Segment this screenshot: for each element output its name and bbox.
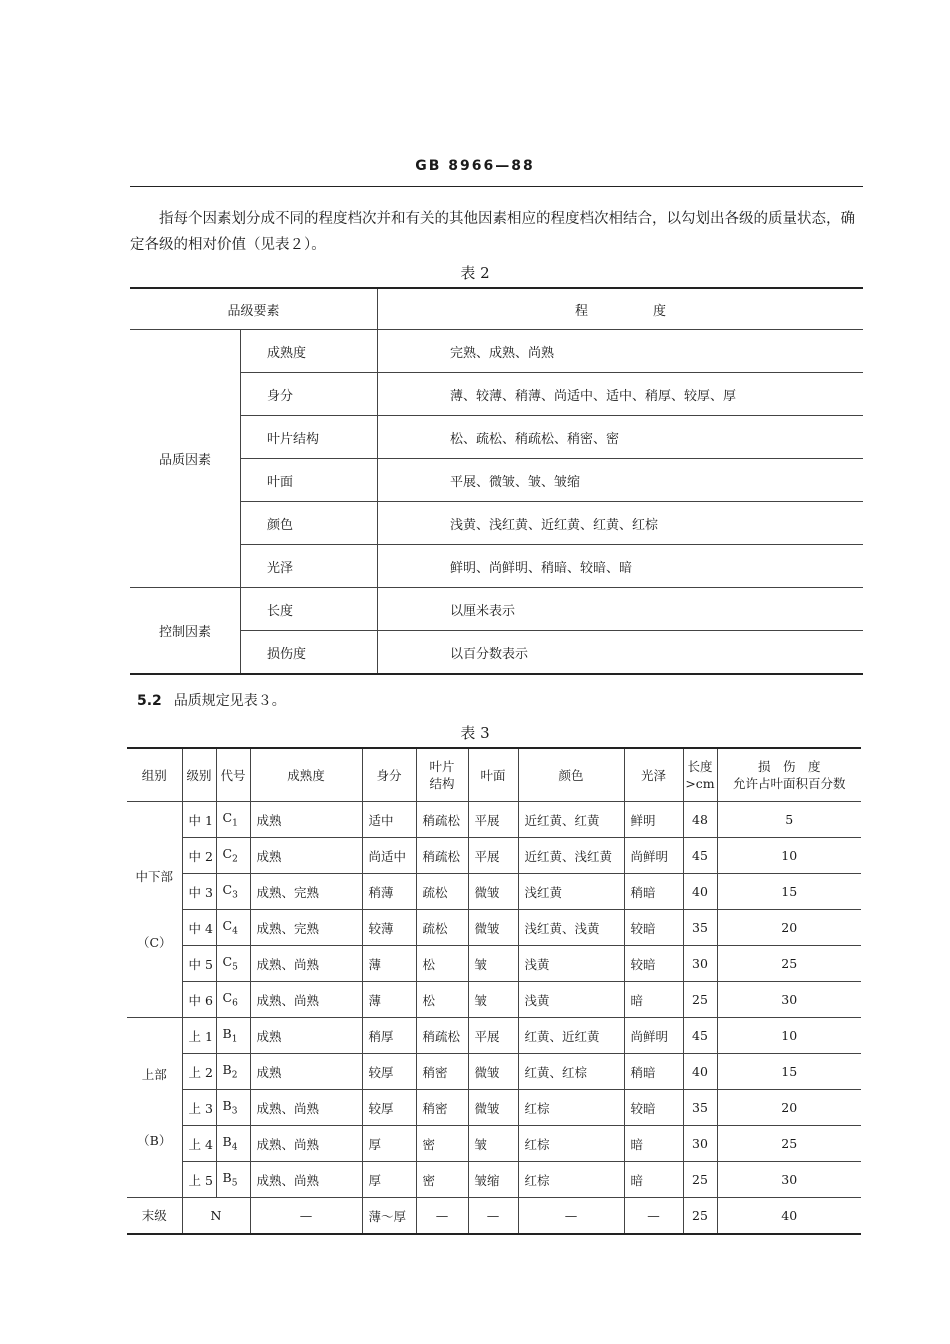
t3-cell-structure: 松 [416, 946, 468, 982]
t3-cell-damage: 20 [717, 1090, 861, 1126]
t3-cell-length: 35 [683, 910, 717, 946]
t3-cell-color: 红棕 [518, 1090, 624, 1126]
t3-cell-luster: 尚鲜明 [624, 838, 683, 874]
t3-cell-grade: 中 3 [182, 874, 216, 910]
table-3 [127, 747, 861, 1235]
intro-paragraph: 指每个因素划分成不同的程度档次并和有关的其他因素相应的程度档次相结合，以勾划出各级的质量状态，确定各级的相对价值（见表２）。 [130, 211, 855, 253]
t3-cell-luster: 暗 [624, 1126, 683, 1162]
t3-cell-damage: 25 [717, 946, 861, 982]
t3-group-c: 中下部 （C） [127, 802, 182, 1018]
t3-cell-code: $C_1$ [216, 802, 250, 838]
t3-cell-damage: 15 [717, 874, 861, 910]
t3-cell-body: 较薄 [362, 910, 416, 946]
standard-header: GB 8966—88 [415, 158, 535, 174]
t3-cell-body: 厚 [362, 1162, 416, 1198]
t3-cell-luster: 较暗 [624, 1090, 683, 1126]
t3-cell-grade: 中 5 [182, 946, 216, 982]
t2-row-degree: 以百分数表示 [378, 631, 864, 675]
t3-cell-damage: 40 [717, 1198, 861, 1235]
t2-row-degree: 鲜明、尚鲜明、稍暗、较暗、暗 [378, 545, 864, 588]
t3-cell-surface: 平展 [468, 802, 518, 838]
t2-header-factor: 品级要素 [130, 288, 378, 330]
t2-row-degree: 浅黄、浅红黄、近红黄、红黄、红棕 [378, 502, 864, 545]
section-5-2 [137, 690, 286, 710]
t3-cell-length: 40 [683, 874, 717, 910]
t3-cell-code: $B_4$ [216, 1126, 250, 1162]
t3-cell-damage: 20 [717, 910, 861, 946]
t3-cell-structure: 稍密 [416, 1054, 468, 1090]
t3-cell-surface: 微皱 [468, 874, 518, 910]
t3-cell-code: $B_1$ [216, 1018, 250, 1054]
t3-cell-body: 较厚 [362, 1090, 416, 1126]
t3-cell-surface: 皱缩 [468, 1162, 518, 1198]
table3-caption: 表 3 [460, 724, 490, 742]
t3-cell-code: $C_4$ [216, 910, 250, 946]
t3-cell-body: 薄 [362, 982, 416, 1018]
t2-group-control: 控制因素 [130, 588, 241, 675]
t3-cell-code: $C_2$ [216, 838, 250, 874]
t2-header-degree: 程 度 [378, 288, 864, 330]
table-row [127, 802, 861, 838]
t3-cell-structure: 稍疏松 [416, 838, 468, 874]
t3-cell-length: 45 [683, 838, 717, 874]
t3-cell-grade: 上 5 [182, 1162, 216, 1198]
t3-cell-maturity: 成熟 [250, 802, 362, 838]
t3-cell-damage: 15 [717, 1054, 861, 1090]
t3-cell-body: 薄～厚 [362, 1198, 416, 1235]
t3-cell-surface: 微皱 [468, 1090, 518, 1126]
t3-cell-code: N [182, 1198, 250, 1235]
t3-cell-grade: 上 3 [182, 1090, 216, 1126]
t3-header-body: 身分 [362, 748, 416, 802]
t3-cell-code: $B_5$ [216, 1162, 250, 1198]
t2-row-degree: 松、疏松、稍疏松、稍密、密 [378, 416, 864, 459]
table-row [127, 1054, 861, 1090]
t3-cell-maturity: 成熟 [250, 838, 362, 874]
t3-cell-grade: 中 4 [182, 910, 216, 946]
t2-row-degree: 完熟、成熟、尚熟 [378, 330, 864, 373]
t2-row-name: 叶面 [241, 459, 378, 502]
t3-cell-color: 浅黄 [518, 982, 624, 1018]
t3-cell-color: 浅红黄 [518, 874, 624, 910]
section-text: 品质规定见表３。 [173, 693, 286, 709]
t3-cell-color: 红棕 [518, 1126, 624, 1162]
t3-cell-grade: 上 2 [182, 1054, 216, 1090]
t3-cell-surface: 平展 [468, 838, 518, 874]
t3-cell-luster: 暗 [624, 982, 683, 1018]
t3-group-n: 末级 [127, 1198, 182, 1235]
t3-cell-structure: 稍疏松 [416, 802, 468, 838]
t3-group-b: 上部 （B） [127, 1018, 182, 1198]
t3-cell-maturity: — [250, 1198, 362, 1235]
t3-cell-color: 浅红黄、浅黄 [518, 910, 624, 946]
t3-cell-grade: 上 1 [182, 1018, 216, 1054]
t3-cell-luster: 鲜明 [624, 802, 683, 838]
t2-row-name: 叶片结构 [241, 416, 378, 459]
t3-header-luster: 光泽 [624, 748, 683, 802]
t3-cell-luster: — [624, 1198, 683, 1235]
t3-cell-color: 红黄、近红黄 [518, 1018, 624, 1054]
t3-cell-structure: 松 [416, 982, 468, 1018]
t3-cell-body: 适中 [362, 802, 416, 838]
table-row [127, 874, 861, 910]
t3-cell-color: 近红黄、红黄 [518, 802, 624, 838]
t3-cell-damage: 10 [717, 838, 861, 874]
t3-cell-luster: 稍暗 [624, 1054, 683, 1090]
table2-caption: 表 2 [460, 264, 490, 282]
t3-cell-length: 40 [683, 1054, 717, 1090]
t3-cell-maturity: 成熟、尚熟 [250, 982, 362, 1018]
t3-cell-maturity: 成熟 [250, 1054, 362, 1090]
t2-row-degree: 以厘米表示 [378, 588, 864, 631]
t3-cell-code: $B_2$ [216, 1054, 250, 1090]
t3-cell-code: $B_3$ [216, 1090, 250, 1126]
section-number: 5.2 [137, 693, 162, 709]
table-row [127, 910, 861, 946]
t2-row-name: 颜色 [241, 502, 378, 545]
t3-cell-damage: 25 [717, 1126, 861, 1162]
t3-header-maturity: 成熟度 [250, 748, 362, 802]
t3-cell-maturity: 成熟、完熟 [250, 874, 362, 910]
table-row [127, 946, 861, 982]
t3-cell-structure: 密 [416, 1162, 468, 1198]
t3-cell-length: 30 [683, 1126, 717, 1162]
t3-header-damage: 损 伤 度 允许占叶面积百分数 [717, 748, 861, 802]
t2-row-degree: 薄、较薄、稍薄、尚适中、适中、稍厚、较厚、厚 [378, 373, 864, 416]
t3-cell-body: 尚适中 [362, 838, 416, 874]
t3-cell-maturity: 成熟、尚熟 [250, 1162, 362, 1198]
t2-row-name: 成熟度 [241, 330, 378, 373]
t3-cell-maturity: 成熟、尚熟 [250, 1126, 362, 1162]
t3-cell-body: 薄 [362, 946, 416, 982]
t3-header-code: 代号 [216, 748, 250, 802]
t3-cell-structure: — [416, 1198, 468, 1235]
t3-cell-structure: 疏松 [416, 910, 468, 946]
t3-cell-body: 稍薄 [362, 874, 416, 910]
t3-header-structure: 叶片 结构 [416, 748, 468, 802]
t3-cell-grade: 中 6 [182, 982, 216, 1018]
t3-cell-grade: 上 4 [182, 1126, 216, 1162]
t3-header-group: 组别 [127, 748, 182, 802]
t3-cell-surface: — [468, 1198, 518, 1235]
t3-cell-structure: 疏松 [416, 874, 468, 910]
t2-row-name: 身分 [241, 373, 378, 416]
table-row [127, 1090, 861, 1126]
t3-cell-luster: 尚鲜明 [624, 1018, 683, 1054]
t2-row-name: 长度 [241, 588, 378, 631]
t3-cell-damage: 5 [717, 802, 861, 838]
t3-cell-luster: 稍暗 [624, 874, 683, 910]
t3-cell-body: 厚 [362, 1126, 416, 1162]
t3-cell-damage: 30 [717, 1162, 861, 1198]
t3-header-length: 长度 >cm [683, 748, 717, 802]
t3-cell-surface: 皱 [468, 1126, 518, 1162]
t3-cell-color: 近红黄、浅红黄 [518, 838, 624, 874]
table-row [127, 838, 861, 874]
t3-cell-color: 红棕 [518, 1162, 624, 1198]
t3-cell-length: 25 [683, 1198, 717, 1235]
t3-cell-luster: 较暗 [624, 946, 683, 982]
t3-cell-maturity: 成熟、完熟 [250, 910, 362, 946]
t3-cell-structure: 稍密 [416, 1090, 468, 1126]
t3-cell-maturity: 成熟、尚熟 [250, 1090, 362, 1126]
t3-cell-maturity: 成熟 [250, 1018, 362, 1054]
t3-cell-body: 稍厚 [362, 1018, 416, 1054]
t3-header-color: 颜色 [518, 748, 624, 802]
t3-cell-luster: 暗 [624, 1162, 683, 1198]
t3-cell-color: 红黄、红棕 [518, 1054, 624, 1090]
table-row [127, 1018, 861, 1054]
t3-cell-length: 25 [683, 1162, 717, 1198]
t3-cell-code: $C_3$ [216, 874, 250, 910]
t3-cell-grade: 中 1 [182, 802, 216, 838]
t3-cell-surface: 微皱 [468, 1054, 518, 1090]
t3-cell-length: 35 [683, 1090, 717, 1126]
t3-cell-color: — [518, 1198, 624, 1235]
t3-cell-body: 较厚 [362, 1054, 416, 1090]
t3-header-surface: 叶面 [468, 748, 518, 802]
table-2 [130, 287, 863, 675]
t3-cell-code: $C_5$ [216, 946, 250, 982]
t3-cell-maturity: 成熟、尚熟 [250, 946, 362, 982]
t3-header-grade: 级别 [182, 748, 216, 802]
table-row [127, 1162, 861, 1198]
t3-cell-length: 48 [683, 802, 717, 838]
t3-cell-length: 25 [683, 982, 717, 1018]
t3-cell-structure: 稍疏松 [416, 1018, 468, 1054]
header-rule [130, 186, 863, 187]
t3-cell-color: 浅黄 [518, 946, 624, 982]
t3-cell-surface: 平展 [468, 1018, 518, 1054]
t3-cell-luster: 较暗 [624, 910, 683, 946]
t3-cell-surface: 皱 [468, 946, 518, 982]
t3-cell-surface: 皱 [468, 982, 518, 1018]
t3-cell-length: 30 [683, 946, 717, 982]
t3-cell-code: $C_6$ [216, 982, 250, 1018]
t2-row-degree: 平展、微皱、皱、皱缩 [378, 459, 864, 502]
t3-cell-length: 45 [683, 1018, 717, 1054]
t3-cell-damage: 10 [717, 1018, 861, 1054]
table-row [127, 982, 861, 1018]
t3-cell-structure: 密 [416, 1126, 468, 1162]
t3-cell-damage: 30 [717, 982, 861, 1018]
t2-row-name: 光泽 [241, 545, 378, 588]
t2-group-quality: 品质因素 [130, 330, 241, 588]
table-row [127, 1126, 861, 1162]
t2-row-name: 损伤度 [241, 631, 378, 675]
t3-cell-surface: 微皱 [468, 910, 518, 946]
t3-cell-grade: 中 2 [182, 838, 216, 874]
